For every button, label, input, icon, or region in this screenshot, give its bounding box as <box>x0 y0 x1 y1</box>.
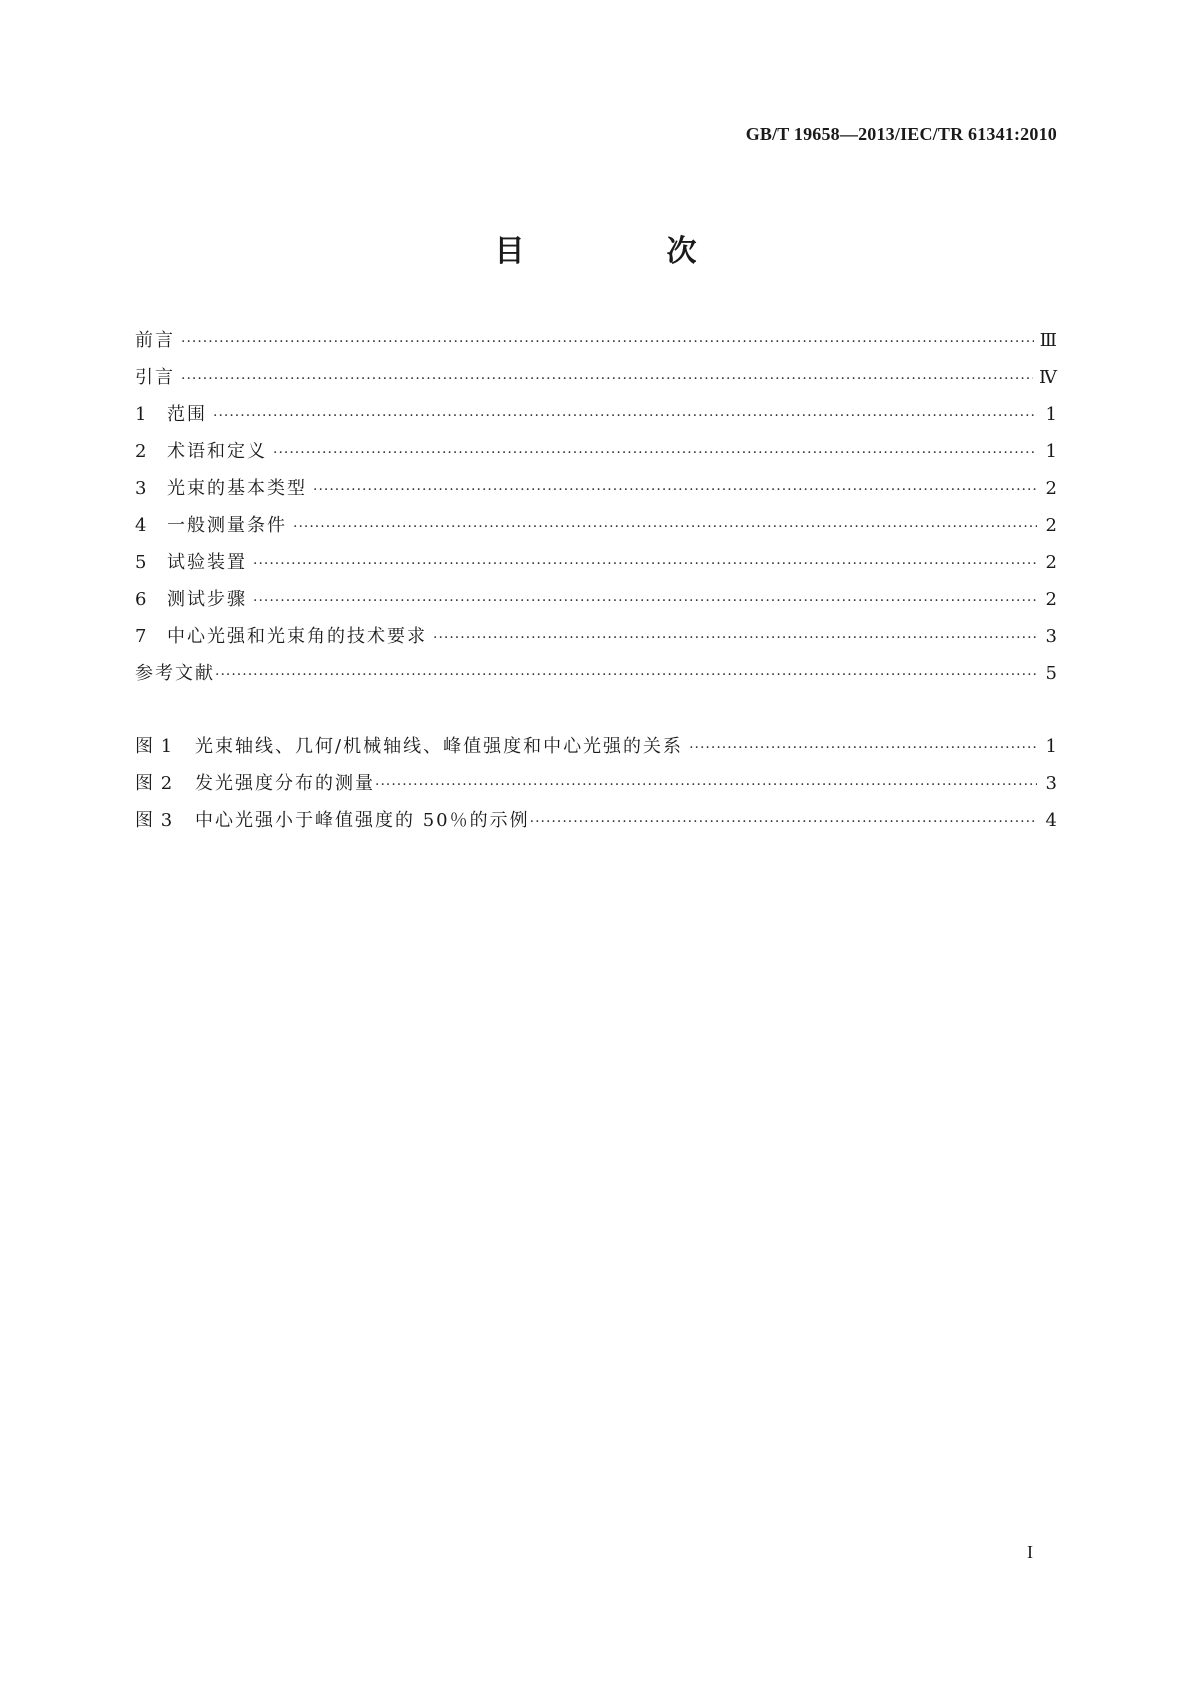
table-of-contents <box>135 326 1057 696</box>
toc-leader-dots <box>689 740 1037 756</box>
toc-entry-test-apparatus[interactable] <box>135 548 1057 585</box>
figure-entry-page: 4 <box>1045 810 1057 831</box>
toc-entry-label: 试验装置 <box>167 552 247 573</box>
toc-entry-beam-types[interactable] <box>135 474 1057 511</box>
figure-entry-page: 3 <box>1045 773 1057 794</box>
figure-entry-page: 1 <box>1045 736 1057 757</box>
toc-leader-dots <box>313 482 1037 498</box>
toc-entry-page: 1 <box>1045 441 1057 462</box>
toc-leader-dots <box>213 408 1037 424</box>
toc-leader-dots <box>293 519 1037 535</box>
toc-entry-number: 6 <box>135 589 147 610</box>
toc-entry-number: 2 <box>135 441 147 462</box>
toc-entry-label: 范围 <box>167 404 207 425</box>
figure-entry-number: 图 3 <box>135 810 174 831</box>
toc-leader-dots <box>273 445 1037 461</box>
figure-entry-number: 图 2 <box>135 773 174 794</box>
figure-entry-1[interactable] <box>135 732 1057 769</box>
toc-leader-dots <box>530 814 1037 830</box>
toc-entry-test-procedure[interactable] <box>135 585 1057 622</box>
toc-entry-page: Ⅳ <box>1039 367 1057 388</box>
toc-leader-dots <box>433 630 1037 646</box>
toc-entry-label: 测试步骤 <box>167 589 247 610</box>
toc-entry-label: 光束的基本类型 <box>167 478 307 499</box>
toc-entry-requirements[interactable] <box>135 622 1057 659</box>
toc-entry-number: 7 <box>135 626 147 647</box>
figure-entry-2[interactable] <box>135 769 1057 806</box>
toc-leader-dots <box>375 777 1037 793</box>
toc-leader-dots <box>253 593 1037 609</box>
figure-entry-label: 中心光强小于峰值强度的 50％的示例 <box>195 810 530 831</box>
page-title: 目 次 <box>494 234 753 269</box>
toc-entry-introduction[interactable] <box>135 363 1057 400</box>
toc-entry-label: 中心光强和光束角的技术要求 <box>167 626 427 647</box>
figure-entry-label: 发光强度分布的测量 <box>195 773 375 794</box>
toc-entry-foreword[interactable] <box>135 326 1057 363</box>
toc-entry-page: Ⅲ <box>1039 330 1057 351</box>
figure-entry-3[interactable] <box>135 806 1057 843</box>
toc-entry-label: 前言 <box>135 330 175 351</box>
toc-entry-page: 2 <box>1045 589 1057 610</box>
toc-leader-dots <box>215 667 1037 683</box>
toc-leader-dots <box>253 556 1037 572</box>
toc-entry-number: 3 <box>135 478 147 499</box>
toc-entry-label: 参考文献 <box>135 663 215 684</box>
toc-entry-page: 2 <box>1045 478 1057 499</box>
toc-entry-label: 一般测量条件 <box>167 515 287 536</box>
toc-entry-page: 3 <box>1045 626 1057 647</box>
toc-leader-dots <box>181 371 1033 387</box>
standard-code-header: GB/T 19658—2013/IEC/TR 61341:2010 <box>745 124 1057 144</box>
toc-entry-page: 2 <box>1045 515 1057 536</box>
figure-entry-label: 光束轴线、几何/机械轴线、峰值强度和中心光强的关系 <box>195 736 684 757</box>
toc-entry-number: 5 <box>135 552 147 573</box>
toc-entry-label: 引言 <box>135 367 175 388</box>
toc-entry-page: 1 <box>1045 404 1057 425</box>
figure-entry-number: 图 1 <box>135 736 174 757</box>
toc-entry-terms[interactable] <box>135 437 1057 474</box>
toc-leader-dots <box>181 334 1034 350</box>
toc-entry-number: 1 <box>135 404 147 425</box>
footer-page-number: I <box>1027 1542 1033 1562</box>
toc-entry-number: 4 <box>135 515 147 536</box>
toc-entry-page: 5 <box>1045 663 1057 684</box>
toc-entry-measurement-conditions[interactable] <box>135 511 1057 548</box>
toc-entry-scope[interactable] <box>135 400 1057 437</box>
toc-entry-page: 2 <box>1045 552 1057 573</box>
toc-entry-label: 术语和定义 <box>167 441 267 462</box>
list-of-figures <box>135 732 1057 843</box>
toc-entry-bibliography[interactable] <box>135 659 1057 696</box>
